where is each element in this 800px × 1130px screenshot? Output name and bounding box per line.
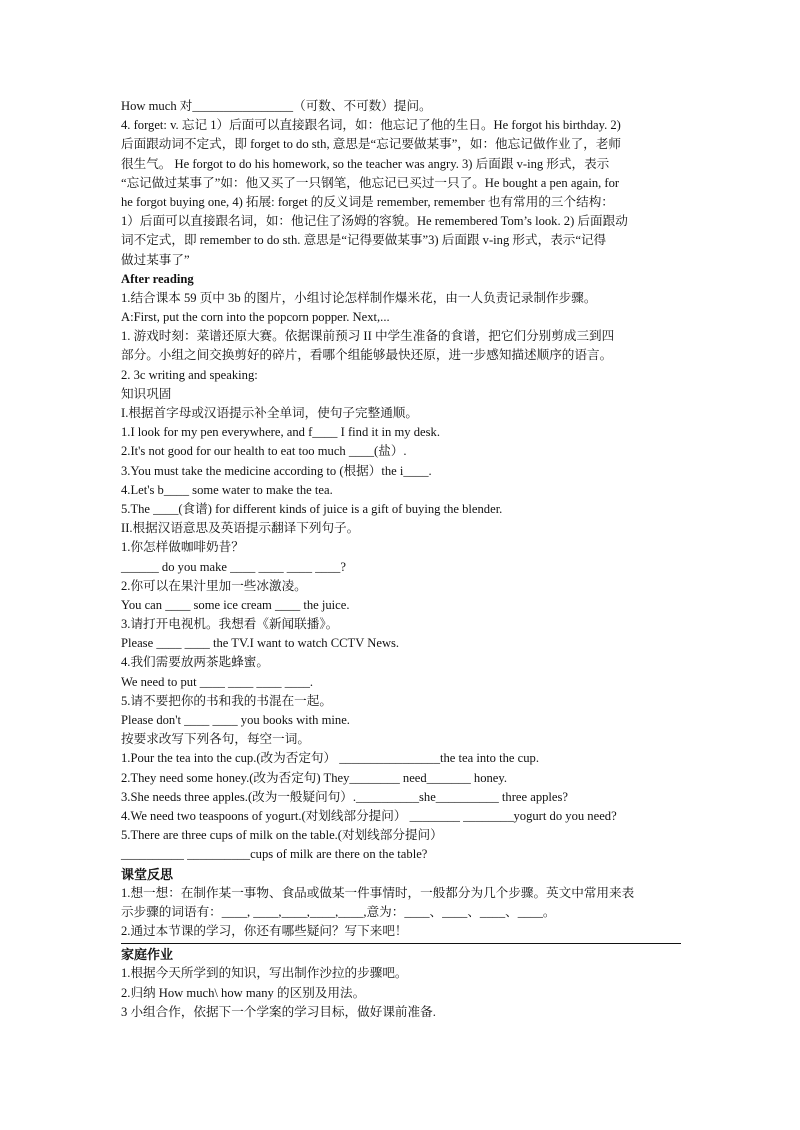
exercise-item: 1.你怎样做咖啡奶昔？ bbox=[121, 540, 244, 555]
homework-line: 1.根据今天所学到的知识，写出制作沙拉的步骤吧。 bbox=[121, 966, 408, 981]
intro-line: “忘记做过某事了”如：他又买了一只钢笔，他忘记已买过一只了。He bought a pen again, for bbox=[121, 175, 620, 190]
section-1-title: I.根据首字母或汉语提示补全单词，使句子完整通顺。 bbox=[121, 406, 418, 420]
after-reading-line: 部分。小组之间交换剪好的碎片，看哪个组能够最快还原，进一步感知描述顺序的语言。 bbox=[121, 348, 613, 363]
exercise-item: 2.It's not good for our health to eat too much ____(盐）. bbox=[121, 444, 407, 459]
intro-line: 1）后面可以直接跟名词，如：他记住了汤姆的容貌。He remembered Tom’s look. 2) 后面跟动 bbox=[121, 214, 628, 229]
worksheet-page bbox=[121, 97, 681, 1022]
homework-line: 2.归纳 How much\ how many 的区别及用法。 bbox=[121, 985, 366, 1000]
after-reading-line: 1.结合课本 59 页中 3b 的图片，小组讨论怎样制作爆米花，由一人负责记录制作步骤。 bbox=[121, 290, 597, 305]
exercise-item: 4.Let's b____ some water to make the tea. bbox=[121, 482, 333, 497]
exercise-item: Please don't ____ ____ you books with mine. bbox=[121, 713, 350, 727]
reflection-section bbox=[121, 865, 681, 942]
after-reading-heading: After reading bbox=[121, 271, 194, 286]
exercise-item: 4.We need two teaspoons of yogurt.(对划线部分提问） ________ ________yogurt do you need? bbox=[121, 808, 617, 823]
after-reading-line: 知识巩固 bbox=[121, 386, 172, 401]
exercise-item: 5.The ____(食谱) for different kinds of juice is a gift of buying the blender. bbox=[121, 501, 503, 516]
exercise-item: We need to put ____ ____ ____ ____. bbox=[121, 674, 314, 689]
exercise-section-2 bbox=[121, 519, 681, 730]
exercise-section-1 bbox=[121, 404, 681, 519]
reflection-line: 示步骤的词语有：____, ____,____,____,____,意为：____、____、____、____。 bbox=[121, 904, 556, 919]
intro-line: 后面跟动词不定式，即 forget to do sth, 意思是“忘记要做某事”，如：他忘记做作业了，老师 bbox=[121, 137, 621, 152]
after-reading-section bbox=[121, 270, 681, 404]
exercise-item: Please ____ ____ the TV.I want to watch CCTV News. bbox=[121, 636, 400, 651]
exercise-item: 5.请不要把你的书和我的书混在一起。 bbox=[121, 693, 332, 708]
exercise-item: 2.They need some honey.(改为否定句) They________ need_______ honey. bbox=[121, 770, 508, 785]
intro-line: 4. forget: v. 忘记 1）后面可以直接跟名词，如：他忘记了他的生日。He forgot his birthday. 2) bbox=[121, 118, 621, 133]
section-2-title: II.根据汉语意思及英语提示翻译下列句子。 bbox=[121, 521, 360, 536]
section-3-title: 按要求改写下列各句，每空一词。 bbox=[121, 732, 310, 747]
homework-line: 3 小组合作，依据下一个学案的学习目标，做好课前准备. bbox=[121, 1004, 436, 1019]
reflection-line: 1.想一想：在制作某一事物、食品或做某一件事情时，一般都分为几个步骤。英文中常用来表 bbox=[121, 885, 635, 900]
intro-line: 做过某事了” bbox=[121, 252, 190, 267]
section-divider bbox=[121, 943, 681, 944]
exercise-item: 3.She needs three apples.(改为一般疑问句）.__________she__________ three apples? bbox=[121, 789, 568, 804]
exercise-item: ______ do you make ____ ____ ____ ____? bbox=[121, 559, 346, 574]
exercise-item: 3.请打开电视机。我想看《新闻联播》。 bbox=[121, 617, 339, 632]
exercise-item: 5.There are three cups of milk on the table.(对划线部分提问） bbox=[121, 828, 443, 843]
exercise-item: 4.我们需要放两茶匙蜂蜜。 bbox=[121, 655, 269, 670]
exercise-item: 3.You must take the medicine according to (根据）the i____. bbox=[121, 463, 432, 478]
exercise-section-3 bbox=[121, 730, 681, 864]
reflection-heading: 课堂反思 bbox=[121, 866, 174, 882]
after-reading-line: 1. 游戏时刻：菜谱还原大赛。依据课前预习 II 中学生准备的食谱，把它们分别剪成三到四 bbox=[121, 329, 615, 344]
exercise-item: 1.I look for my pen everywhere, and f____ I find it in my desk. bbox=[121, 425, 440, 440]
exercise-item: You can ____ some ice cream ____ the juice. bbox=[121, 597, 350, 612]
intro-line: he forgot buying one, 4) 拓展: forget 的反义词是 remember, remember 也有常用的三个结构： bbox=[121, 194, 614, 209]
exercise-item: __________ __________cups of milk are there on the table? bbox=[121, 847, 428, 862]
intro-block bbox=[121, 97, 681, 270]
exercise-item: 2.你可以在果汁里加一些冰激凌。 bbox=[121, 578, 307, 593]
reflection-line: 2.通过本节课的学习，你还有哪些疑问？写下来吧！ bbox=[121, 924, 408, 939]
after-reading-line: A:First, put the corn into the popcorn popper. Next,... bbox=[121, 310, 390, 325]
after-reading-line: 2. 3c writing and speaking: bbox=[121, 367, 258, 382]
intro-line: How much 对________________（可数、不可数）提问。 bbox=[121, 99, 432, 113]
intro-line: 很生气。 He forgot to do his homework, so the teacher was angry. 3) 后面跟 v-ing 形式，表示 bbox=[121, 156, 610, 171]
homework-heading: 家庭作业 bbox=[121, 947, 174, 963]
intro-line: 词不定式，即 remember to do sth. 意思是“记得要做某事”3) 后面跟 v-ing 形式，表示“记得 bbox=[121, 233, 607, 248]
exercise-item: 1.Pour the tea into the cup.(改为否定句） ________________the tea into the cup. bbox=[121, 751, 539, 766]
homework-section bbox=[121, 945, 681, 1022]
